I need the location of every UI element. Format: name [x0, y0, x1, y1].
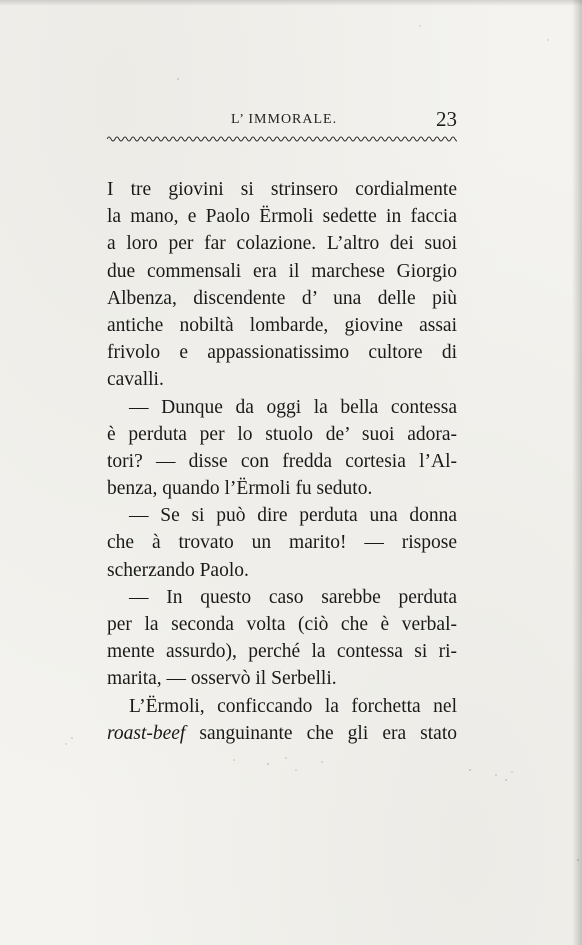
text-line: frivolo e appassionatissimo cultore di	[107, 342, 457, 364]
body-text	[107, 176, 457, 747]
decorative-rule	[107, 132, 457, 146]
running-title: L’ IMMORALE.	[231, 112, 338, 127]
text-line: scherzando Paolo.	[107, 559, 249, 581]
text-line: mente assurdo), perché la contessa si ri-	[107, 641, 457, 663]
text-line: — In questo caso sarebbe perduta	[129, 586, 457, 608]
text-line: Albenza, discendente d’ una delle più	[107, 287, 457, 309]
text-line: cavalli.	[107, 369, 164, 391]
text-line: tori? — disse con fredda cortesia l’Al-	[107, 450, 457, 472]
text-line: marita, — osservò il Serbelli.	[107, 668, 337, 690]
ornament-wave	[107, 137, 457, 141]
text-line: per la seconda volta (ciò che è verbal-	[107, 614, 457, 635]
text-line: — Dunque da oggi la bella contessa	[129, 396, 457, 418]
page-edge-shadow	[572, 0, 582, 945]
text-line: la mano, e Paolo Ërmoli sedette in faccia	[107, 206, 457, 228]
page-top-shadow	[0, 0, 582, 6]
text-line: è perduta per lo stuolo de’ suoi adora-	[107, 423, 457, 445]
page-number: 23	[436, 107, 457, 131]
text-line	[107, 720, 457, 747]
text-line: antiche nobiltà lombarde, giovine assai	[107, 314, 457, 336]
text-line: L’Ërmoli, conficcando la forchetta nel	[129, 695, 457, 717]
text-line: benza, quando l’Ërmoli fu seduto.	[107, 478, 373, 500]
text-line: due commensali era il marchese Giorgio	[107, 260, 457, 282]
text-line: che à trovato un marito! — rispose	[107, 532, 457, 554]
text-line: a loro per far colazione. L’altro dei suoi	[107, 233, 457, 255]
text-fragment: sanguinante che gli era stato	[185, 722, 457, 744]
text-line: I tre giovini si strinsero cordialmente	[107, 179, 457, 200]
text-line: — Se si può dire perduta una donna	[129, 505, 457, 527]
italic-term: roast-beef	[107, 722, 186, 744]
